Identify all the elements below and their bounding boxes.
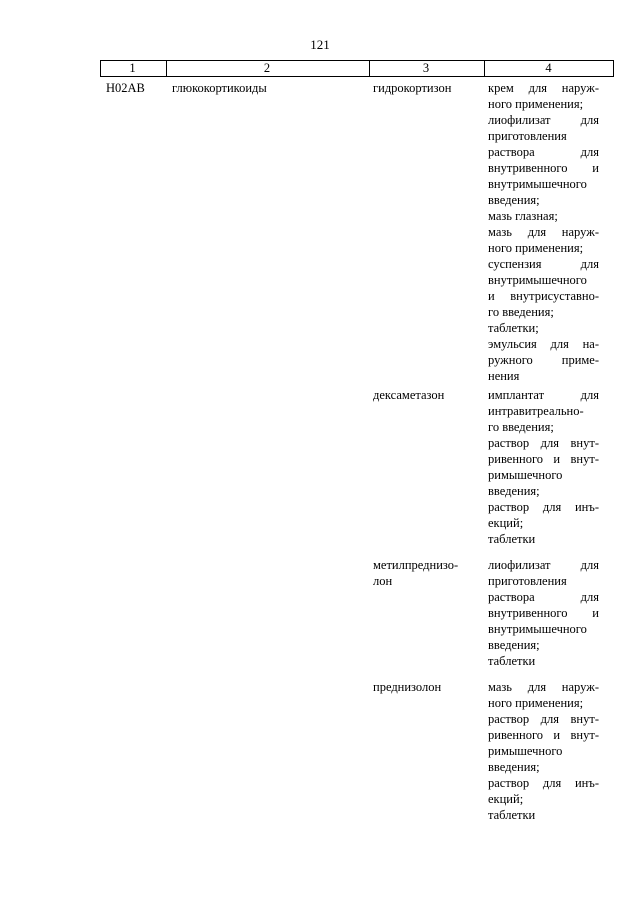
drug-name-line: преднизолон [373,680,442,694]
dosage-form-line: внутримышечного [488,622,587,636]
dosage-form-line: введения; [488,760,540,774]
dosage-form-line: эмульсия для на- [488,337,599,351]
dosage-form-line: нения [488,369,520,383]
dosage-form-line: приготовления [488,574,567,588]
dosage-form-line: крем для наруж- [488,81,599,95]
dosage-form-line: таблетки; [488,321,539,335]
dosage-form-line: мазь для наруж- [488,225,599,239]
drug-name [373,80,479,96]
drug-name-line: гидрокортизон [373,81,452,95]
dosage-form-line: екций; [488,516,524,530]
dosage-form-line: ного применения; [488,241,584,255]
dosage-form-line: таблетки [488,654,536,668]
table-border-right [613,60,614,77]
dosage-forms [488,557,599,669]
dosage-form-line: введения; [488,193,540,207]
drug-name-line: лон [373,574,393,588]
dosage-form-line: раствор для инъ- [488,500,599,514]
pharmacological-group: глюкокортикоиды [172,81,267,95]
dosage-form-line: введения; [488,484,540,498]
table-header [100,60,613,77]
page-number: 121 [310,37,330,52]
dosage-form-line: ного применения; [488,696,584,710]
drug-name-line: метилпреднизо- [373,558,459,572]
dosage-form-line: раствор для внут- [488,436,599,450]
dosage-form-line: раствор для инъ- [488,776,599,790]
table-divider [484,60,485,77]
dosage-form-line: екций; [488,792,524,806]
dosage-form-line: го введения; [488,420,554,434]
dosage-form-line: имплантат для [488,388,599,402]
dosage-form-line: мазь глазная; [488,209,558,223]
header-col-1: 1 [129,61,136,75]
dosage-form-line: суспензия для [488,257,599,271]
dosage-form-line: внутримышечного [488,177,587,191]
dosage-form-line: го введения; [488,305,554,319]
dosage-form-line: и внутрисуставно- [488,289,599,303]
dosage-form-line: лиофилизат для [488,113,599,127]
dosage-form-line: ривенного и внут- [488,728,599,742]
drug-name [373,679,479,695]
dosage-form-line: внутримышечного [488,273,587,287]
dosage-forms [488,679,599,823]
header-col-4: 4 [545,61,552,75]
table-divider [166,60,167,77]
drug-name-line: дексаметазон [373,388,445,402]
dosage-form-line: мазь для наруж- [488,680,599,694]
dosage-form-line: интравитреально- [488,404,584,418]
dosage-form-line: раствора для [488,145,599,159]
table-divider [369,60,370,77]
dosage-form-line: введения; [488,638,540,652]
header-col-3: 3 [422,61,430,75]
dosage-form-line: внутривенного и [488,161,599,175]
dosage-form-line: ного применения; [488,97,584,111]
dosage-form-line: римышечного [488,468,563,482]
dosage-form-line: римышечного [488,744,563,758]
dosage-form-line: внутривенного и [488,606,599,620]
dosage-form-line: таблетки [488,532,536,546]
drug-name [373,387,479,403]
dosage-forms [488,80,599,384]
dosage-form-line: раствор для внут- [488,712,599,726]
header-col-2: 2 [263,61,271,75]
dosage-form-line: лиофилизат для [488,558,599,572]
dosage-form-line: приготовления [488,129,567,143]
table-border-left [100,60,101,77]
atc-code: H02AB [106,81,145,95]
dosage-form-line: ривенного и внут- [488,452,599,466]
dosage-form-line: раствора для [488,590,599,604]
dosage-forms [488,387,599,547]
dosage-form-line: ружного приме- [488,353,599,367]
drug-name [373,557,479,589]
dosage-form-line: таблетки [488,808,536,822]
